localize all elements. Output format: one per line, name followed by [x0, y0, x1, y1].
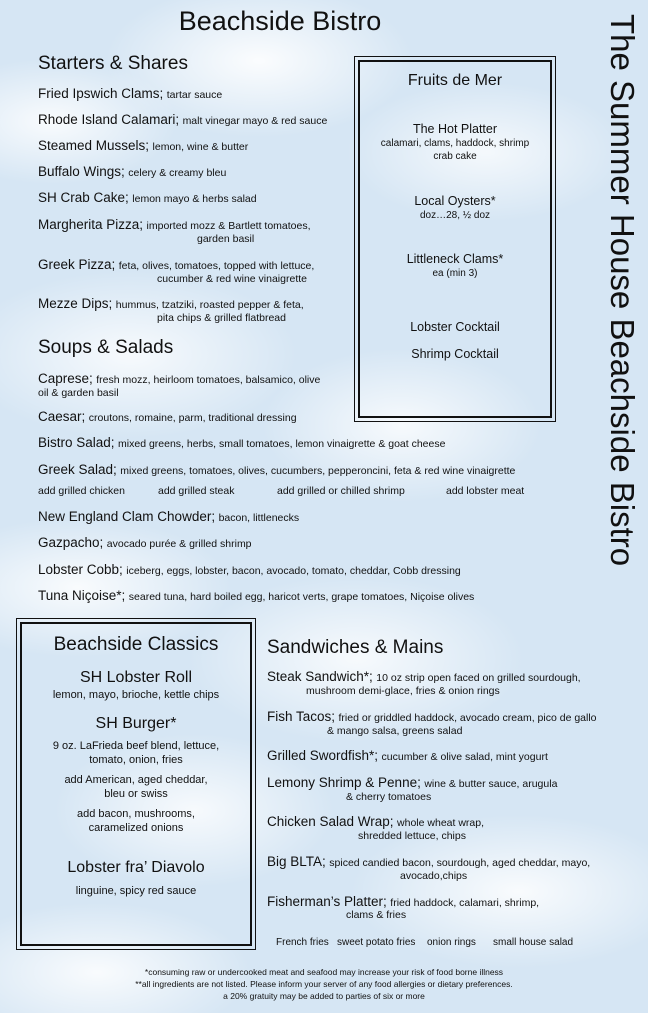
item-description-continued: oil & garden basil [38, 387, 119, 399]
menu-item [38, 589, 474, 604]
item-description: doz…28, ½ doz [419, 210, 491, 221]
menu-item [267, 776, 557, 791]
beachside-classics-box [20, 622, 252, 946]
item-name: Bistro Salad; [38, 435, 115, 450]
addon-grilled-chicken: add grilled chicken [38, 485, 125, 497]
menu-item [267, 895, 539, 910]
menu-item [38, 463, 515, 478]
item-description-continued: avocado,chips [400, 870, 468, 882]
side-item: sweet potato fries [337, 937, 416, 948]
menu-item [267, 710, 597, 725]
item-name: The Hot Platter [412, 122, 498, 136]
side-item: French fries [276, 937, 329, 948]
menu-item [38, 563, 461, 578]
mains-heading: Sandwiches & Mains [267, 637, 444, 658]
fruits-item [360, 122, 550, 163]
item-description: imported mozz & Bartlett tomatoes, [146, 220, 311, 232]
item-description: avocado purée & grilled shrimp [106, 538, 252, 550]
menu-item [38, 258, 314, 273]
item-description-continued: & mango salsa, greens salad [327, 725, 463, 737]
menu-item [38, 410, 297, 425]
menu-item [38, 165, 226, 180]
item-description: lemon mayo & herbs salad [132, 193, 257, 205]
item-name: Lobster Cobb; [38, 562, 123, 577]
item-description: lemon, wine & butter [152, 141, 249, 153]
menu-item [38, 536, 252, 551]
item-description: bacon, littlenecks [218, 512, 300, 524]
item-name: New England Clam Chowder; [38, 509, 216, 524]
item-description-continued: shredded lettuce, chips [358, 830, 466, 842]
item-name: Fried Ipswich Clams; [38, 86, 164, 101]
item-name: Local Oysters* [414, 194, 496, 208]
classics-item [22, 668, 250, 702]
item-name: Greek Pizza; [38, 257, 116, 272]
menu-item [38, 436, 445, 451]
item-description: ea (min 3) [432, 268, 478, 279]
item-name: SH Crab Cake; [38, 190, 129, 205]
soups-heading: Soups & Salads [38, 337, 174, 358]
item-name: Chicken Salad Wrap; [267, 814, 394, 829]
item-name: SH Burger* [95, 715, 177, 732]
addon-lobster-meat: add lobster meat [446, 485, 525, 497]
footnote-allergies: **all ingredients are not listed. Please inform your server of any food allergies or dietary preferences. [135, 979, 513, 989]
item-name: Gazpacho; [38, 535, 104, 550]
vertical-restaurant-name: The Summer House Beachside Bistro [604, 14, 641, 567]
menu-item [267, 749, 548, 764]
item-description: 10 oz strip open faced on grilled sourdough, [376, 672, 581, 684]
item-name: Shrimp Cocktail [411, 347, 499, 361]
starters-heading: Starters & Shares [38, 53, 188, 74]
side-item: onion rings [427, 937, 476, 948]
item-description: hummus, tzatziki, roasted pepper & feta, [115, 299, 304, 311]
item-name: Fisherman’s Platter; [267, 894, 387, 909]
item-description: calamari, clams, haddock, shrimp [380, 138, 530, 149]
footnote-raw-food: *consuming raw or undercooked meat and seafood may increase your risk of food borne illness [144, 967, 504, 977]
item-description: 9 oz. LaFrieda beef blend, lettuce, [52, 740, 220, 752]
menu-title: Beachside Bistro [178, 6, 382, 36]
item-description-continued: & cherry tomatoes [346, 791, 432, 803]
menu-item [38, 218, 311, 233]
menu-item [38, 113, 327, 128]
item-description: add bacon, mushrooms, [76, 808, 195, 820]
item-description: feta, olives, tomatoes, topped with lettuce, [118, 260, 315, 272]
addon-shrimp: add grilled or chilled shrimp [277, 485, 405, 497]
item-description: spiced candied bacon, sourdough, aged cheddar, mayo, [329, 857, 591, 869]
menu-item [38, 372, 320, 387]
item-description: fried haddock, calamari, shrimp, [390, 897, 540, 909]
item-description: cucumber & olive salad, mint yogurt [381, 751, 548, 763]
menu-item [38, 297, 304, 312]
footnote-gratuity: a 20% gratuity may be added to parties of six or more [223, 991, 425, 1001]
item-description: fried or griddled haddock, avocado cream, pico de gallo [338, 712, 597, 724]
item-description: mixed greens, tomatoes, olives, cucumbers, pepperoncini, feta & red wine vinaigrette [120, 465, 516, 477]
item-name: Lemony Shrimp & Penne; [267, 775, 421, 790]
fruits-de-mer-box [358, 60, 552, 418]
item-name: Steak Sandwich*; [267, 669, 373, 684]
item-description: fresh mozz, heirloom tomatoes, balsamico, olive [96, 374, 321, 386]
item-description: wine & butter sauce, arugula [424, 778, 558, 790]
item-description: bleu or swiss [104, 788, 168, 800]
item-description: whole wheat wrap, [397, 817, 485, 829]
item-description: linguine, spicy red sauce [75, 885, 197, 897]
item-description-continued: pita chips & grilled flatbread [157, 312, 286, 324]
menu-item [267, 855, 590, 870]
item-name: Fish Tacos; [267, 709, 336, 724]
item-description: croutons, romaine, parm, traditional dressing [88, 412, 297, 424]
item-description: celery & creamy bleu [128, 167, 227, 179]
addon-grilled-steak: add grilled steak [158, 485, 235, 497]
item-name: SH Lobster Roll [79, 669, 193, 686]
item-description-continued: mushroom demi-glace, fries & onion rings [306, 685, 500, 697]
item-description-continued: garden basil [197, 233, 255, 245]
menu-item [267, 670, 581, 685]
item-description-continued: cucumber & red wine vinaigrette [157, 273, 307, 285]
item-description: lemon, mayo, brioche, kettle chips [52, 689, 220, 701]
item-name: Greek Salad; [38, 462, 117, 477]
menu-item [38, 139, 248, 154]
item-description: mixed greens, herbs, small tomatoes, lemon vinaigrette & goat cheese [118, 438, 446, 450]
fruits-item [360, 194, 550, 222]
classics-heading: Beachside Classics [53, 634, 219, 655]
item-description: caramelized onions [88, 822, 184, 834]
classics-item [22, 714, 250, 835]
item-name: Rhode Island Calamari; [38, 112, 180, 127]
menu-item [38, 191, 257, 206]
item-description-continued: clams & fries [346, 909, 407, 921]
item-name: Tuna Niçoise*; [38, 588, 126, 603]
item-description: malt vinegar mayo & red sauce [182, 115, 328, 127]
item-name: Margherita Pizza; [38, 217, 144, 232]
item-name: Caprese; [38, 371, 93, 386]
item-description: crab cake [433, 151, 477, 162]
classics-item [22, 858, 250, 898]
fruits-item [360, 252, 550, 280]
item-name: Buffalo Wings; [38, 164, 125, 179]
item-description: tomato, onion, fries [89, 754, 183, 766]
item-description: iceberg, eggs, lobster, bacon, avocado, tomato, cheddar, Cobb dressing [126, 565, 461, 577]
item-name: Mezze Dips; [38, 296, 113, 311]
side-item: small house salad [493, 937, 574, 948]
fruits-item [360, 347, 550, 362]
item-name: Lobster Cocktail [410, 320, 500, 334]
item-name: Grilled Swordfish*; [267, 748, 379, 763]
item-name: Caesar; [38, 409, 86, 424]
fruits-item [360, 320, 550, 335]
item-description: seared tuna, hard boiled egg, haricot verts, grape tomatoes, Niçoise olives [128, 591, 475, 603]
menu-item [38, 510, 299, 525]
item-name: Lobster fra’ Diavolo [67, 859, 205, 876]
menu-item [267, 815, 484, 830]
item-name: Big BLTA; [267, 854, 326, 869]
item-name: Littleneck Clams* [406, 252, 504, 266]
fruits-heading: Fruits de Mer [407, 72, 503, 89]
item-description: add American, aged cheddar, [64, 774, 208, 786]
menu-item [38, 87, 222, 102]
item-description: tartar sauce [166, 89, 223, 101]
item-name: Steamed Mussels; [38, 138, 150, 153]
